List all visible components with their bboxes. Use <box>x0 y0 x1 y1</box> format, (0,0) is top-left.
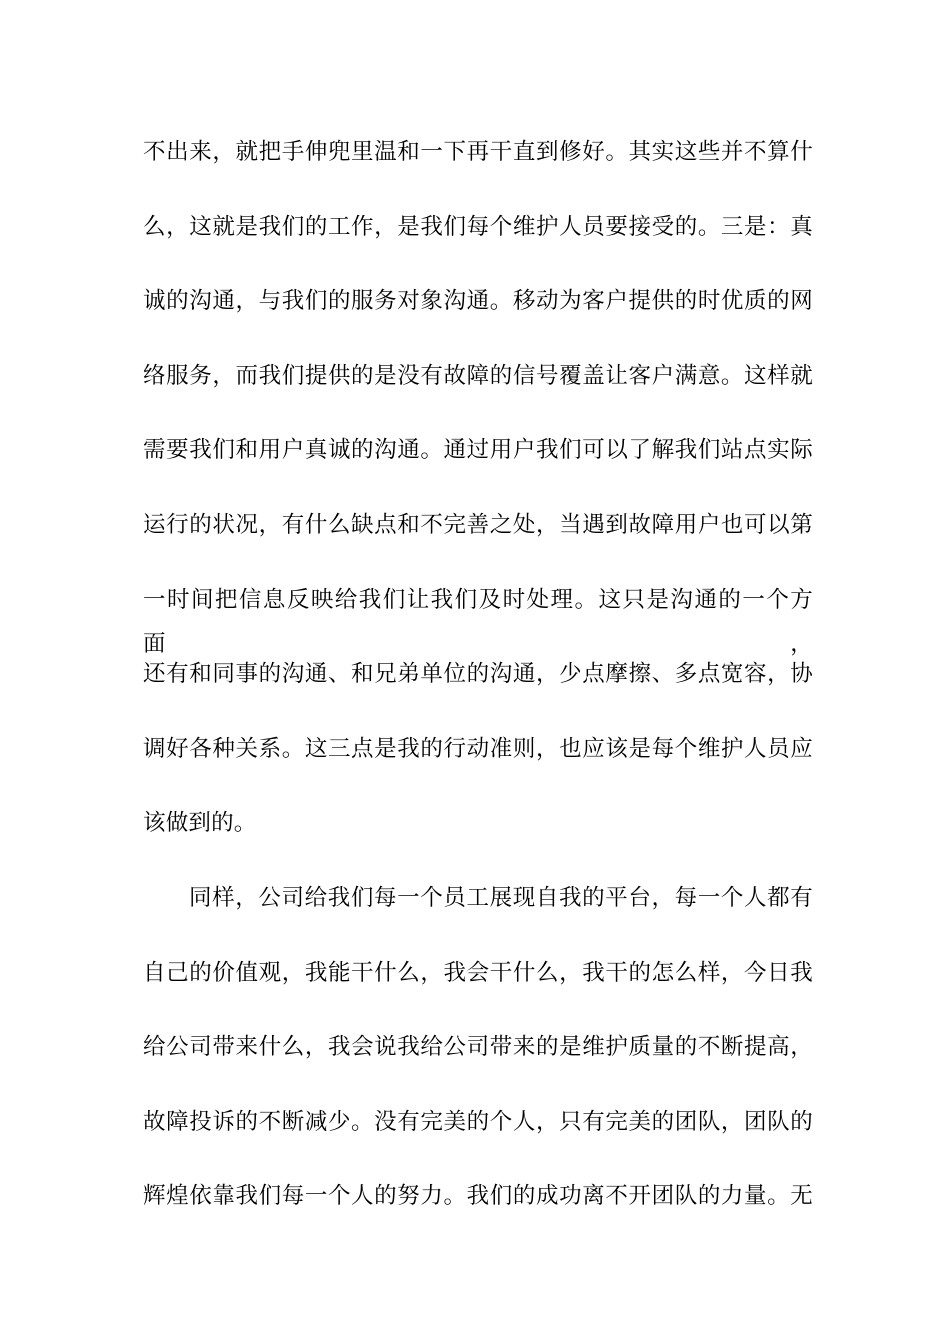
text-line: 该做到的。 <box>143 810 257 837</box>
text-line: 不出来，就把手伸兜里温和一下再干直到修好。其实这些并不算什 <box>143 139 813 165</box>
paragraph-first-line: 同样，公司给我们每一个员工展现自我的平台，每一个人都有 <box>189 884 813 911</box>
text-line: 一时间把信息反映给我们让我们及时处理。这只是沟通的一个方面， <box>143 586 813 657</box>
text-line: 还有和同事的沟通、和兄弟单位的沟通，少点摩擦、多点宽容，协 <box>143 661 813 688</box>
text-line: 给公司带来什么，我会说我给公司带来的是维护质量的不断提高， <box>143 1034 813 1061</box>
text-line: 自己的价值观，我能干什么，我会干什么，我干的怎么样，今日我 <box>143 959 813 986</box>
text-line: 辉煌依靠我们每一个人的努力。我们的成功离不开团队的力量。无 <box>143 1183 813 1210</box>
text-line: 么，这就是我们的工作，是我们每个维护人员要接受的。三是：真 <box>143 213 813 240</box>
text-line: 需要我们和用户真诚的沟通。通过用户我们可以了解我们站点实际 <box>143 437 813 464</box>
text-line: 故障投诉的不断减少。没有完美的个人，只有完美的团队，团队的 <box>143 1108 813 1135</box>
text-line: 运行的状况，有什么缺点和不完善之处，当遇到故障用户也可以第 <box>143 511 813 538</box>
document-body <box>143 130 813 1249</box>
text-line: 调好各种关系。这三点是我的行动准则，也应该是每个维护人员应 <box>143 735 813 762</box>
text-line: 络服务，而我们提供的是没有故障的信号覆盖让客户满意。这样就 <box>143 362 813 389</box>
text-line: 诚的沟通，与我们的服务对象沟通。移动为客户提供的时优质的网 <box>143 288 813 315</box>
